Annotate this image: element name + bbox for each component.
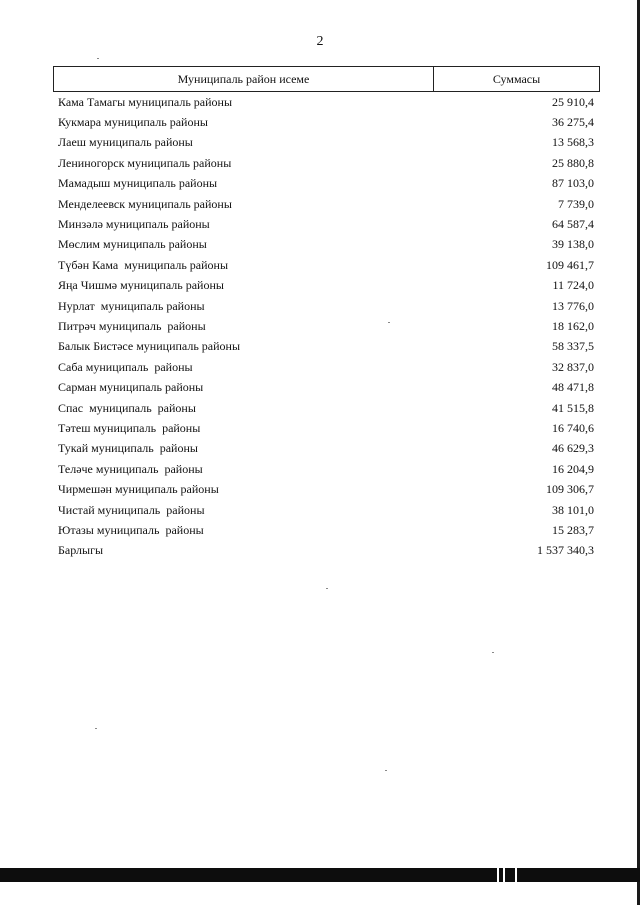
table-row [58,235,594,255]
page-number: 2 [316,34,324,49]
district-amount: 109 461,7 [546,257,594,272]
table-row [58,92,594,112]
district-name: Тукай муниципаль районы [58,441,198,456]
district-name: Кукмара муниципаль районы [58,115,208,130]
table-row [58,377,594,397]
column-header-name: Муниципаль район исеме [54,67,434,91]
table-row [58,520,594,540]
table-row [58,276,594,296]
column-header-sum: Суммасы [492,71,541,86]
district-name: Тәтеш муниципаль районы [58,420,201,435]
scan-bar-gap [515,868,517,882]
scan-speck [385,770,387,771]
scan-bottom-bar [0,868,640,882]
total-amount: 1 537 340,3 [537,543,594,558]
table-row [58,255,594,275]
table-row [58,398,594,418]
table-row [58,194,594,214]
table-row [58,133,594,153]
district-name: Спас муниципаль районы [58,400,196,415]
table-row [58,500,594,520]
district-amount: 39 138,0 [552,237,594,252]
district-amount: 36 275,4 [552,115,594,130]
table-row [58,153,594,173]
scan-bar-gap [497,868,499,882]
district-amount: 109 306,7 [546,482,594,497]
scan-speck [95,728,97,729]
table-row [58,439,594,459]
district-name: Менделеевск муниципаль районы [58,196,232,211]
district-name: Мөслим муниципаль районы [58,237,207,252]
table-row [58,479,594,499]
table-row [58,214,594,234]
district-amount: 11 724,0 [552,278,594,293]
district-name: Чирмешән муниципаль районы [58,482,219,497]
district-name: Лениногорск муниципаль районы [58,155,232,170]
district-name: Сарман муниципаль районы [58,380,204,395]
total-row [58,541,594,561]
district-name: Питрәч муниципаль районы [58,318,206,333]
table-row [58,459,594,479]
district-amount: 25 880,8 [552,155,594,170]
district-name: Нурлат муниципаль районы [58,298,205,313]
district-name: Теләче муниципаль районы [58,461,203,476]
district-name: Саба муниципаль районы [58,359,193,374]
district-name: Мамадыш муниципаль районы [58,176,218,191]
district-name: Яңа Чишмә муниципаль районы [58,278,224,293]
district-amount: 13 568,3 [552,135,594,150]
district-amount: 7 739,0 [558,196,594,211]
district-amount: 16 204,9 [552,461,594,476]
district-amount: 18 162,0 [552,318,594,333]
table-row [58,337,594,357]
table-row [58,316,594,336]
district-amount: 46 629,3 [552,441,594,456]
table-row [58,296,594,316]
scan-speck [492,652,494,653]
district-amount: 87 103,0 [552,176,594,191]
scan-speck [97,58,99,59]
district-amount: 25 910,4 [552,94,594,109]
table-header [53,66,600,92]
district-name: Кама Тамагы муниципаль районы [58,94,233,109]
district-amount: 16 740,6 [552,420,594,435]
district-amount: 38 101,0 [552,502,594,517]
scan-bar-gap [503,868,505,882]
scan-speck [388,322,390,323]
district-amount: 64 587,4 [552,217,594,232]
district-amount: 58 337,5 [552,339,594,354]
district-name: Лаеш муниципаль районы [58,135,193,150]
table-row [58,357,594,377]
total-label: Барлыгы [58,543,104,558]
district-amount: 32 837,0 [552,359,594,374]
district-name: Чистай муниципаль районы [58,502,205,517]
table-row [58,418,594,438]
table-row [58,174,594,194]
district-name: Балык Бистәсе муниципаль районы [58,339,241,354]
table-row [58,112,594,132]
district-amount: 13 776,0 [552,298,594,313]
district-amount: 15 283,7 [552,522,594,537]
scan-speck [326,588,328,589]
district-name: Минзәлә муниципаль районы [58,217,210,232]
district-amount: 48 471,8 [552,380,594,395]
district-name: Түбән Кама муниципаль районы [58,257,229,272]
district-name: Ютазы муниципаль районы [58,522,204,537]
district-amount: 41 515,8 [552,400,594,415]
table-body [58,92,594,561]
